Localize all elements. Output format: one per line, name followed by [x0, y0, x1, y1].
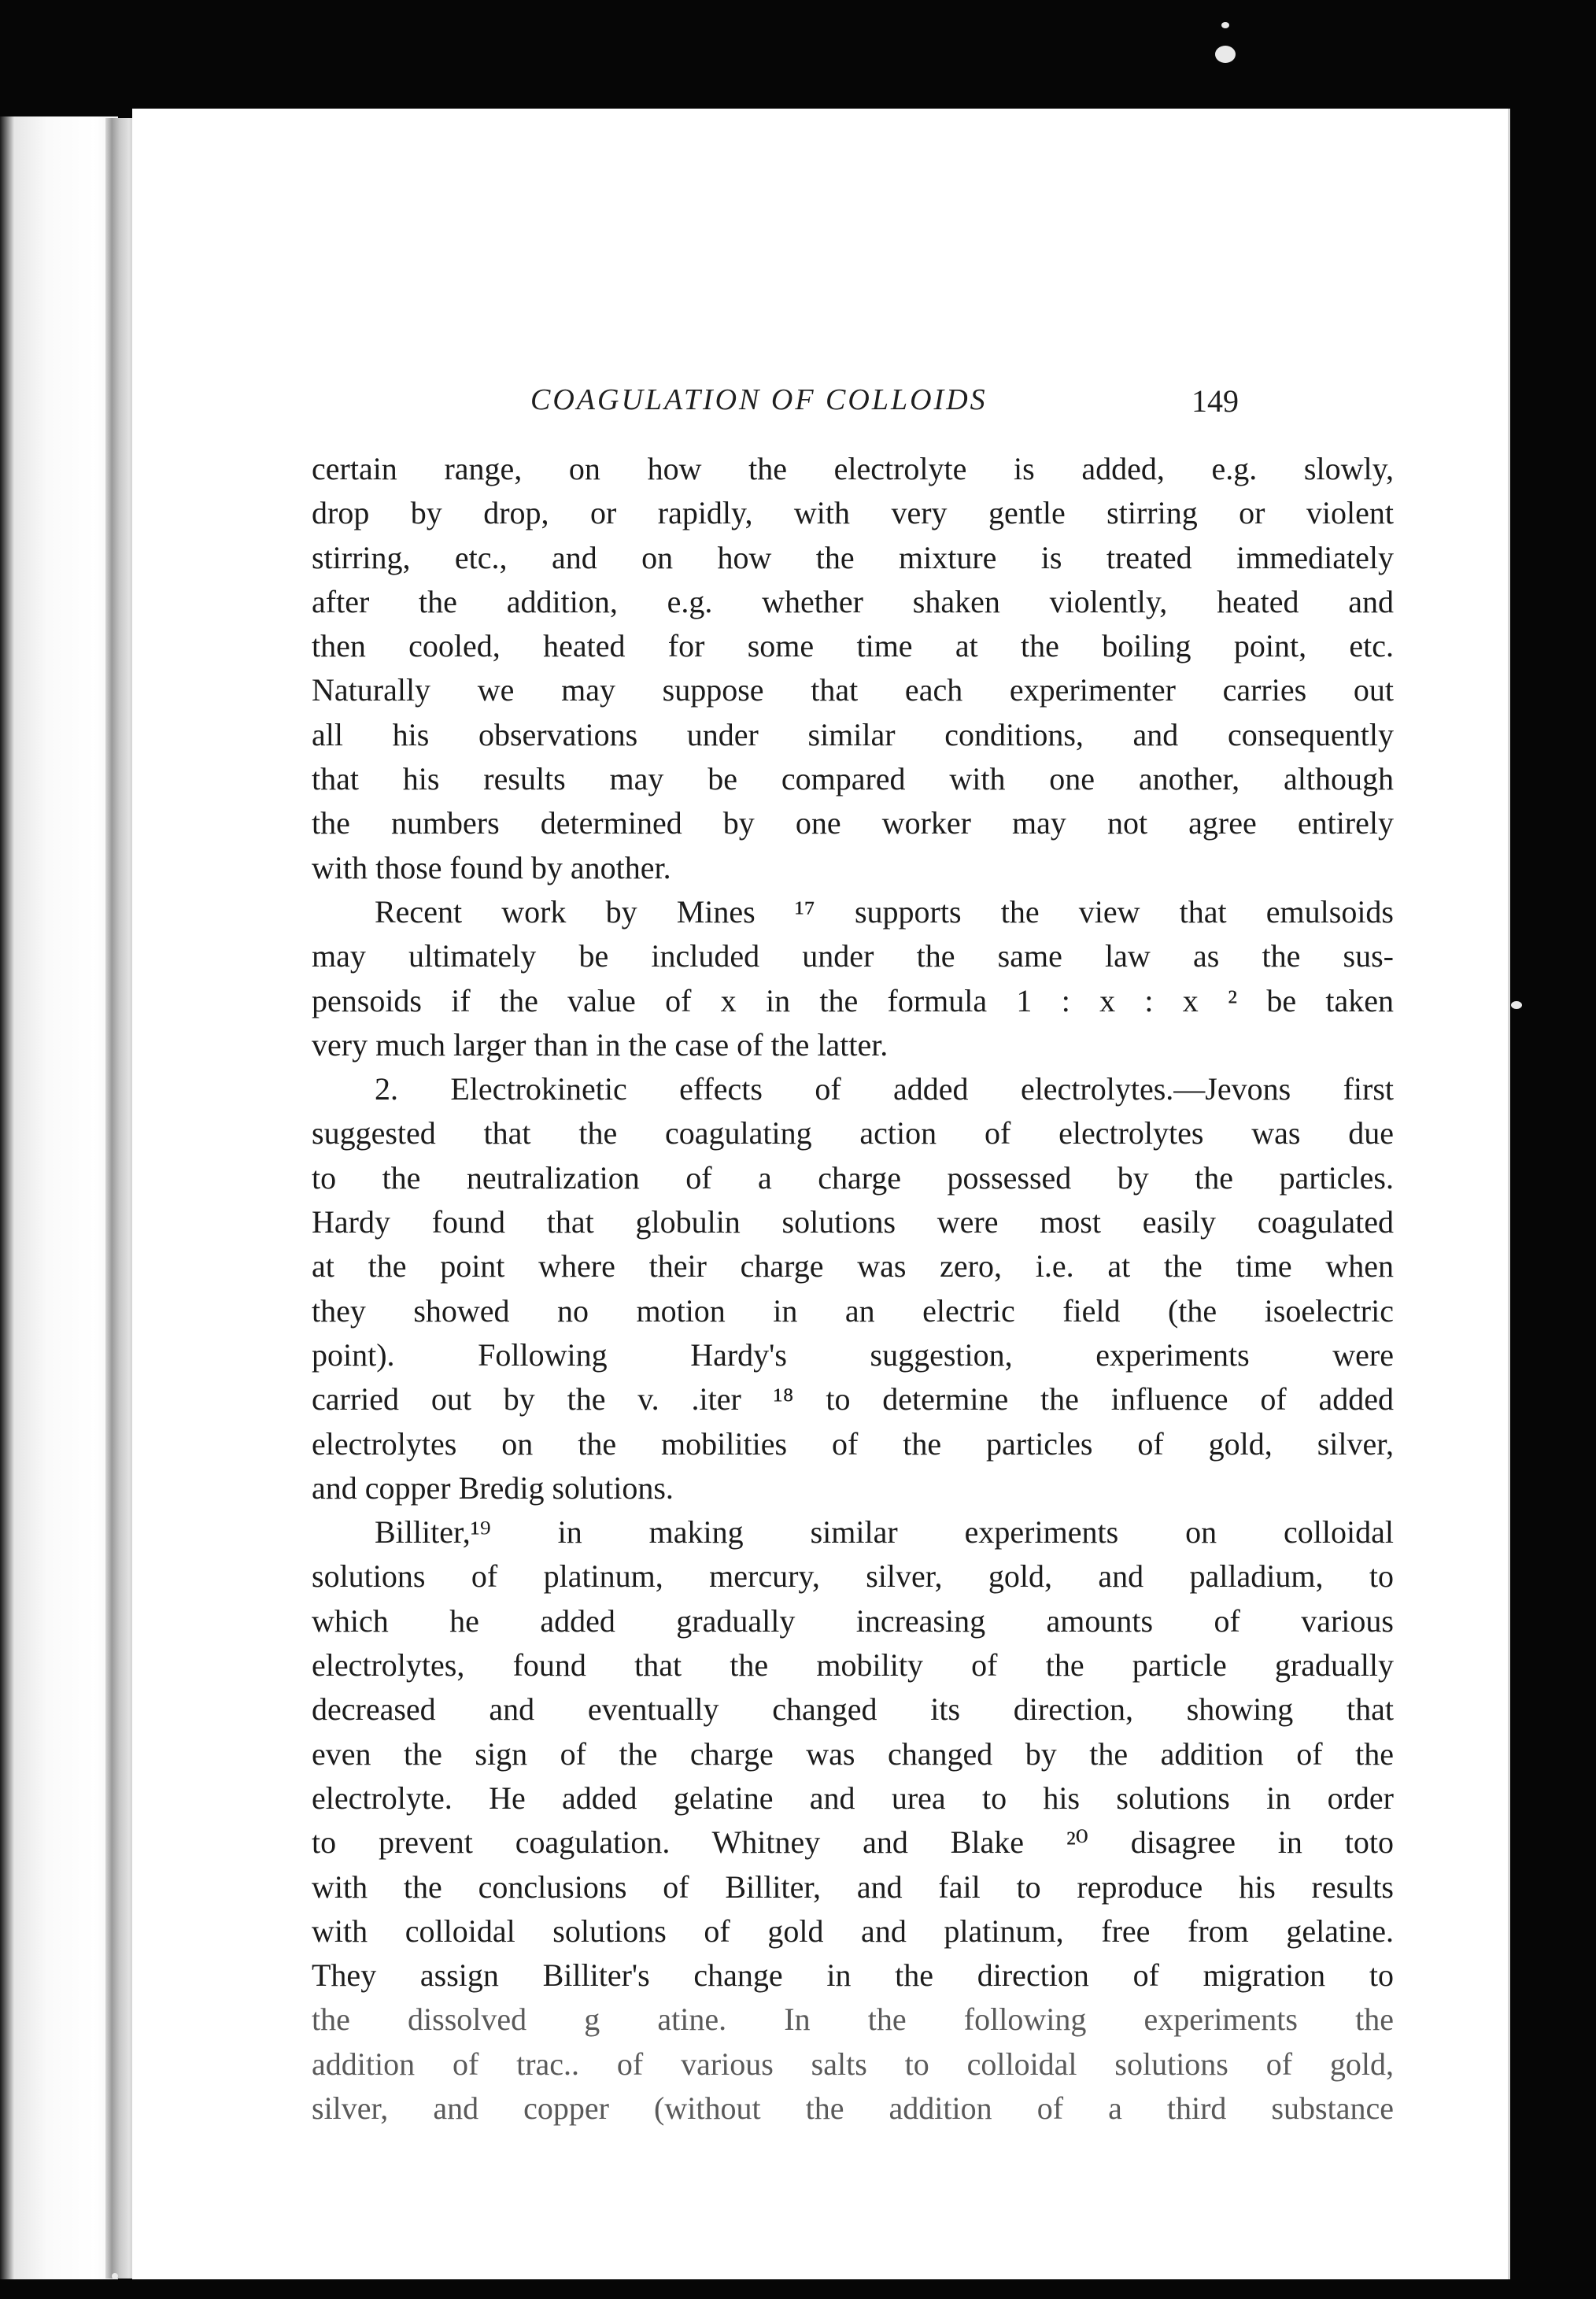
scan-speck	[112, 2273, 118, 2279]
text-line: which he added gradually increasing amounts of various	[312, 1602, 1394, 1639]
text-line: with the conclusions of Billiter, and fail to reproduce his results	[312, 1868, 1394, 1905]
text-line: electrolytes on the mobilities of the particles of gold, silver,	[312, 1425, 1394, 1462]
previous-page-edge	[0, 116, 118, 2279]
running-title: COAGULATION OF COLLOIDS	[530, 383, 988, 416]
text-line: and copper Bredig solutions.	[312, 1469, 674, 1506]
body-text	[312, 447, 1394, 2131]
page-number: 149	[1191, 383, 1239, 419]
text-line: silver, and copper (without the addition of a third substance	[312, 2090, 1394, 2126]
text-line: addition of trac.. of various salts to colloidal solutions of gold,	[312, 2046, 1394, 2082]
text-line: stirring, etc., and on how the mixture is treated immediately	[312, 539, 1394, 575]
text-line: may ultimately be included under the same law as the sus-	[312, 938, 1394, 974]
text-line: all his observations under similar conditions, and consequently	[312, 716, 1394, 752]
running-head	[132, 383, 1508, 430]
text-line: electrolyte. He added gelatine and urea to his solutions in order	[312, 1780, 1394, 1816]
text-line: with those found by another.	[312, 849, 671, 885]
text-line: even the sign of the charge was changed by the addition of the	[312, 1735, 1394, 1772]
text-line: to prevent coagulation. Whitney and Blake ²⁰ disagree in toto	[312, 1824, 1394, 1861]
book-page	[132, 109, 1510, 2279]
scan-speck	[1215, 46, 1236, 63]
text-line: very much larger than in the case of the latter.	[312, 1026, 889, 1063]
text-line: suggested that the coagulating action of electrolytes was due	[312, 1115, 1394, 1151]
paragraph-start-line: Recent work by Mines ¹⁷ supports the view that emulsoids	[375, 893, 1394, 930]
text-line: Naturally we may suppose that each experimenter carries out	[312, 672, 1394, 708]
scan-speck	[1221, 22, 1229, 28]
text-line: pensoids if the value of x in the formula 1 : x : x ² be taken	[312, 982, 1394, 1018]
text-line: carried out by the v. .iter ¹⁸ to determine the influence of added	[312, 1381, 1394, 1417]
text-line: electrolytes, found that the mobility of the particle gradually	[312, 1647, 1394, 1684]
text-line: the numbers determined by one worker may not agree entirely	[312, 805, 1394, 841]
text-line: decreased and eventually changed its direction, showing that	[312, 1691, 1394, 1728]
text-line: Hardy found that globulin solutions were most easily coagulated	[312, 1204, 1394, 1240]
text-line: that his results may be compared with one another, although	[312, 761, 1394, 797]
text-line: then cooled, heated for some time at the boiling point, etc.	[312, 628, 1394, 664]
section-heading-line: 2. Electrokinetic effects of added electrolytes.—Jevons first	[375, 1071, 1394, 1107]
text-line: with colloidal solutions of gold and platinum, free from gelatine.	[312, 1913, 1394, 1949]
text-line: certain range, on how the electrolyte is added, e.g. slowly,	[312, 451, 1394, 486]
text-line: solutions of platinum, mercury, silver, gold, and palladium, to	[312, 1558, 1394, 1595]
text-line: to the neutralization of a charge possessed by the particles.	[312, 1159, 1394, 1196]
text-line: they showed no motion in an electric field (the isoelectric	[312, 1292, 1394, 1329]
text-line: at the point where their charge was zero, i.e. at the time when	[312, 1248, 1394, 1284]
scan-speck	[1511, 1001, 1522, 1009]
text-line: the dissolved g atine. In the following experiments the	[312, 2001, 1394, 2038]
text-line: after the addition, e.g. whether shaken violently, heated and	[312, 583, 1394, 619]
paragraph-start-line: Billiter,¹⁹ in making similar experiments on colloidal	[375, 1514, 1394, 1551]
text-line: point). Following Hardy's suggestion, experiments were	[312, 1336, 1394, 1373]
text-line: They assign Billiter's change in the direction of migration to	[312, 1957, 1394, 1994]
text-line: drop by drop, or rapidly, with very gentle stirring or violent	[312, 495, 1394, 531]
